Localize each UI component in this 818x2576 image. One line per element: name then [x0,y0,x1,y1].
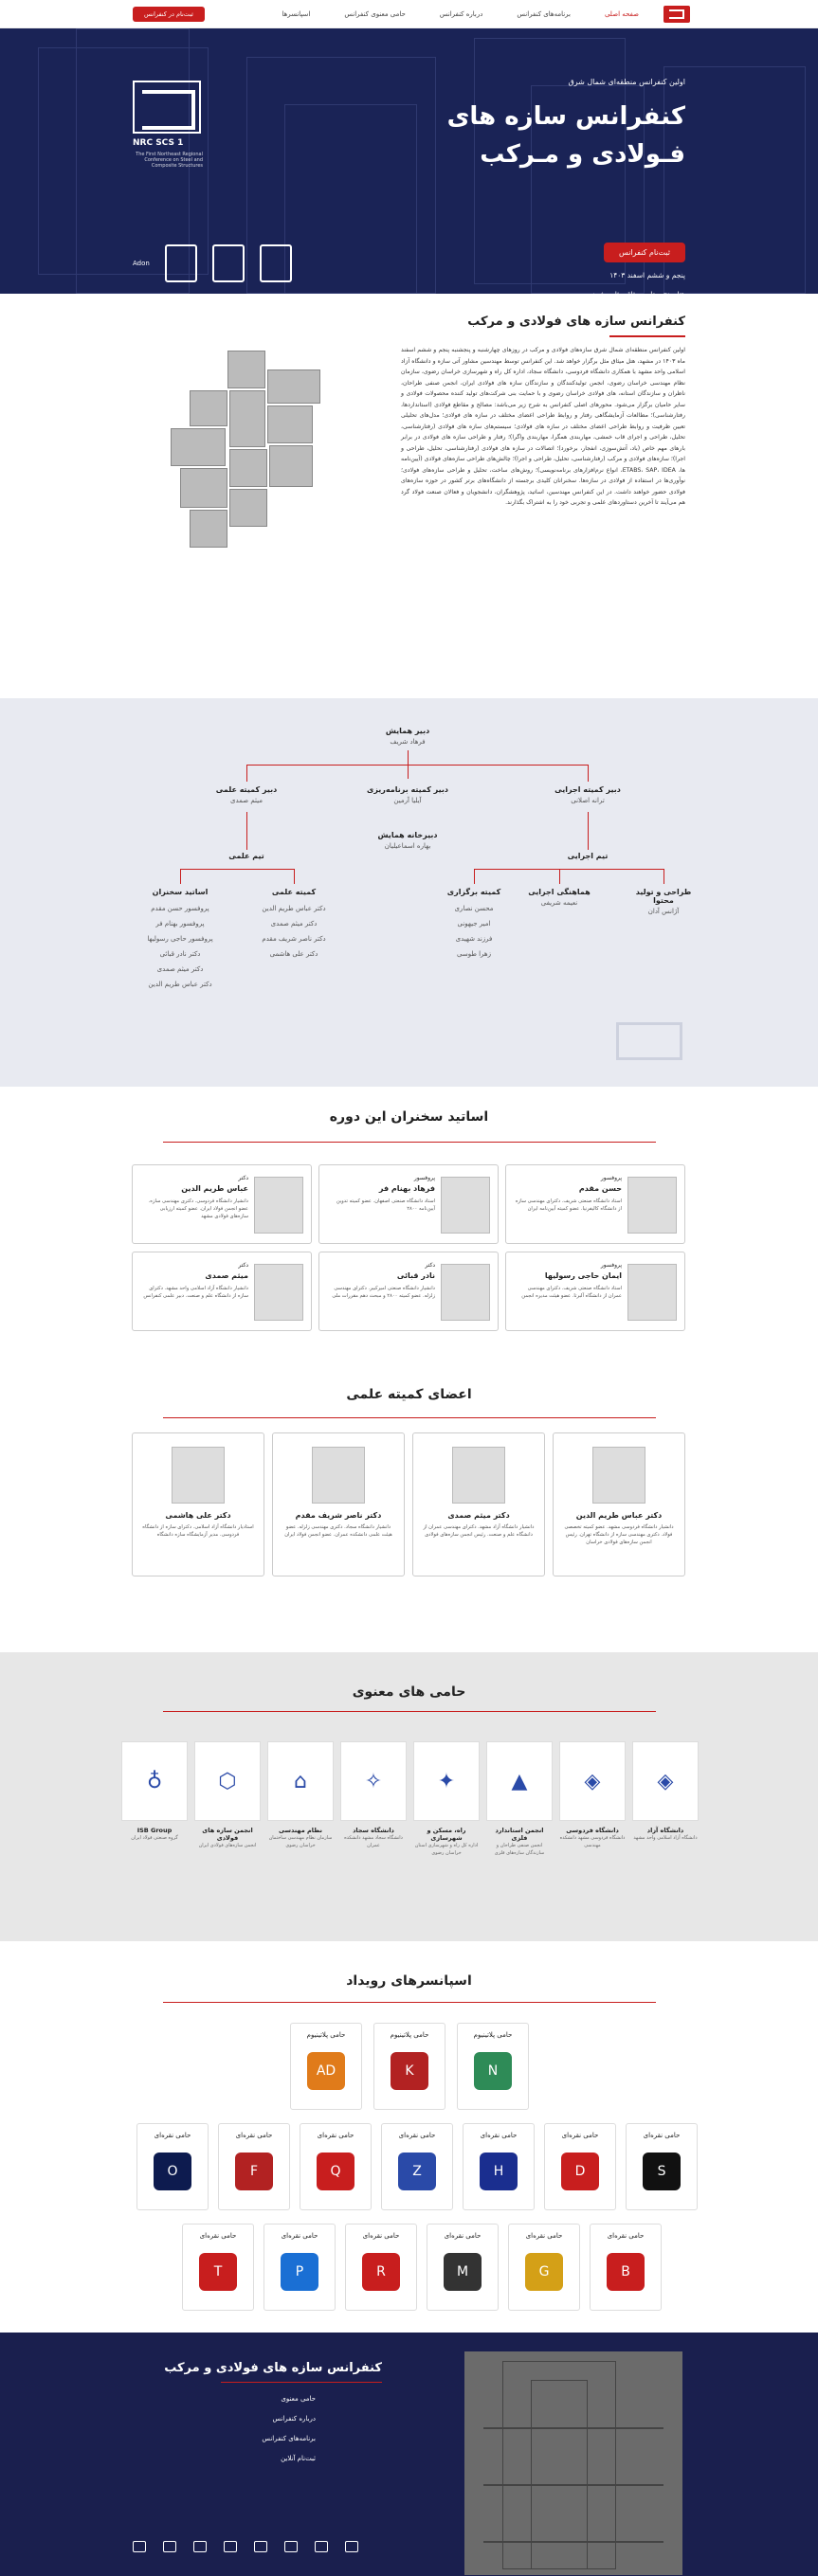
patron-name: نظام مهندسی [279,1827,322,1834]
org-secretariat-name: بهاره اسماعیلیان [384,842,431,850]
speaker-bio: دانشیار دانشگاه فردوسی. دکتری مهندسی سازه. عضو انجمن فولاد ایران. عضو کمیته ارزیابی سازه‌های فولادی مشهد [148,1198,248,1219]
org-chair [360,727,455,746]
list-item: فرزند شهیدی [455,935,493,943]
org-connector [246,812,247,850]
sponsor-logo-icon: T [199,2253,237,2291]
list-item: دکتر نادر قبائی [159,950,201,958]
sponsor-card-silver[interactable] [300,2123,372,2210]
patron-name: انجمن استاندارد فلزی [495,1827,544,1842]
org-connector [180,869,294,870]
patron-name: راه، مسکن و شهرسازی [427,1827,466,1842]
org-coord [521,888,597,907]
partner-mini-logo-icon [284,2541,298,2552]
sponsor-logo-icon: R [362,2253,400,2291]
committee-card[interactable] [412,1432,545,1576]
nav-item-patrons[interactable]: حامی معنوی کنفرانس [344,9,406,18]
org-connector [559,869,560,884]
partner-logo-b [260,244,292,282]
sponsor-level: حامی نقره‌ای [643,2132,681,2139]
org-design [626,888,701,915]
sponsor-level: حامی پلاتینیوم [306,2031,346,2039]
committee-photo [172,1447,225,1504]
committee-bio: دانشیار دانشگاه سجاد. دکتری مهندسی زلزله. عضو هیئت علمی دانشکده عمران. عضو انجمن فولاد ایران [284,1524,392,1538]
speaker-photo [441,1177,490,1234]
org-secretariat [360,831,455,850]
engineering-org-logo-icon: ⌂ [267,1741,334,1821]
speaker-photo [627,1177,677,1234]
sponsor-card-platinum[interactable] [457,2023,529,2110]
list-item: دکتر میثم صمدی [156,965,204,973]
speaker-name: عباس طریم الدین [181,1184,248,1193]
sponsor-level: حامی نقره‌ای [362,2232,400,2240]
footer-partner-icons [133,2541,358,2552]
sponsor-card-silver[interactable] [427,2224,499,2311]
nav-item-about[interactable]: درباره کنفرانس [439,9,483,18]
sponsor-logo-icon: S [643,2153,681,2190]
committee-photo [312,1447,365,1504]
org-chart-section [0,698,818,1087]
partner-logo-adon: Adon [133,260,150,267]
list-item: پروفسور حاجی رسولیها [147,935,213,943]
watermark-logo [616,1022,682,1060]
partner-logo-pis [165,244,197,282]
committee-name: دکتر میثم صمدی [447,1511,510,1520]
patron-name: دانشگاه سجاد [353,1827,394,1834]
speaker-name: فرهاد بهنام فر [378,1184,435,1193]
org-coord-name: نعیمه شریفی [540,899,578,907]
org-scicom [256,888,332,896]
committee-photo [592,1447,645,1504]
committee-bio: استادیار دانشگاه آزاد اسلامی. دکترای سازه از دانشگاه فردوسی. مدیر آزمایشگاه سازه دانشگاه [142,1524,254,1538]
org-scientific-title: دبیر کمیته علمی [215,785,278,794]
partner-mini-logo-icon [163,2541,176,2552]
sponsor-card-platinum[interactable] [373,2023,445,2110]
speaker-bio: استاد دانشگاه صنعتی شریف. دکترای مهندسی عمران از دانشگاه آلبرتا. عضو هیئت مدیره انجمن [521,1286,622,1299]
org-exec-team [540,852,635,860]
speaker-rank: پروفسور [413,1175,435,1181]
sponsor-logo-icon: F [235,2153,273,2190]
org-connector [246,765,588,766]
committee-title-underline [163,1417,656,1418]
association-logo-icon: ⬡ [194,1741,261,1821]
sponsor-card-silver[interactable] [544,2123,616,2210]
footer-link-programs[interactable]: برنامه‌های کنفرانس [262,2435,316,2442]
nav-item-programs[interactable]: برنامه‌های کنفرانس [517,9,571,18]
committee-title: اعضای کمیته علمی [346,1387,472,1402]
footer-building-image [464,2351,682,2575]
patron-item[interactable] [267,1741,334,1849]
list-item: زهرا طوسی [457,950,491,958]
speaker-bio: دانشیار دانشگاه آزاد اسلامی واحد مشهد. دکترای سازه از دانشگاه علم و صنعت. دبیر علمی کنفرانس [143,1286,248,1299]
org-program-name: آیلیا آرمین [393,797,422,804]
list-item: دکتر عباس طریم الدین [148,981,212,988]
committee-name: دکتر ناصر شریف مقدم [295,1511,382,1520]
about-section [0,294,818,698]
speaker-bio: دانشیار دانشگاه صنعتی امیرکبیر. دکترای مهندسی زلزله. عضو کمیته ۲۸۰۰ و مبحث دهم مقررات ملی [332,1286,435,1299]
sponsor-card-silver[interactable] [508,2224,580,2311]
patrons-section [0,1652,818,1941]
sponsor-level: حامی نقره‌ای [235,2132,273,2139]
sponsors-title-underline [163,2002,656,2003]
partner-mini-logo-icon [133,2541,146,2552]
committee-card[interactable] [553,1432,685,1576]
org-secretariat-title: دبیرخانه همایش [377,831,438,839]
patron-desc: دانشگاه سجاد مشهد دانشکده عمران [344,1835,403,1848]
org-program-title: دبیر کمیته برنامه‌ریزی [366,785,449,794]
about-title: کنفرانس سازه های فولادی و مرکب [467,315,685,329]
hero-title: کنفرانس سازه‌ های [446,102,685,131]
site-logo[interactable] [663,6,690,23]
patron-item[interactable] [340,1741,407,1849]
footer-title-underline [221,2382,382,2383]
list-item: پروفسور بهنام فر [155,920,205,928]
patron-desc: سازمان نظام مهندسی ساختمان خراسان رضوی [268,1835,333,1848]
about-title-underline [609,335,685,337]
hero-partner-logos [133,244,292,282]
sponsor-logo-icon: N [474,2052,512,2090]
committee-section [0,1378,818,1652]
org-connector [588,812,589,850]
partner-mini-logo-icon [254,2541,267,2552]
org-coord-title: هماهنگی اجرایی [528,888,591,896]
patron-desc: دانشگاه فردوسی مشهد دانشکده مهندسی [559,1835,626,1848]
partner-mini-logo-icon [315,2541,328,2552]
patron-desc: انجمن صنفی طراحان و سازندگان سازه‌های فلزی [494,1843,545,1856]
org-connector [180,869,181,884]
footer-title: کنفرانس سازه های فولادی و مرکب [164,2361,382,2375]
patrons-title: حامی های معنوی [352,1684,466,1700]
org-connector [588,765,589,782]
list-item: دکتر عباس طریم الدین [262,905,326,912]
list-item: پروفسور حسن مقدم [151,905,209,912]
speaker-rank: پروفسور [600,1175,622,1181]
sponsor-logo-icon: P [281,2253,318,2291]
org-events-list [436,901,512,962]
partner-mini-logo-icon [224,2541,237,2552]
speaker-rank: پروفسور [600,1262,622,1269]
sponsor-logo-icon: H [480,2153,518,2190]
patron-item[interactable] [559,1741,626,1849]
sponsors-section [0,1941,818,2333]
about-photo-collage [171,351,322,559]
org-events [436,888,512,896]
sponsor-card-silver[interactable] [136,2123,209,2210]
org-design-name: آژانس آدان [647,908,680,915]
speaker-rank: دکتر [238,1175,248,1181]
patron-name: دانشگاه آزاد [646,1827,684,1834]
footer-link-about[interactable]: درباره کنفرانس [272,2415,316,2423]
sponsor-card-silver[interactable] [626,2123,698,2210]
org-exec-team-title: تیم اجرایی [567,852,609,860]
sponsor-level: حامی پلاتینیوم [473,2031,513,2039]
sponsor-card-silver[interactable] [218,2123,290,2210]
university-logo-icon: ◈ [559,1741,626,1821]
org-events-title: کمیته برگزاری [446,888,501,896]
hero-subtitle: اولین کنفرانس منطقه‌ای شمال شرق [568,78,685,86]
sponsor-card-silver[interactable] [264,2224,336,2311]
speakers-title-underline [163,1142,656,1143]
org-sci-team [199,852,294,860]
org-chair-title: دبیر همایش [385,727,430,735]
sponsor-logo-icon: O [154,2153,191,2190]
committee-bio: دانشیار دانشگاه فردوسی مشهد. عضو کمیته تخصصی فولاد. دکتری مهندسی سازه از دانشگاه تهران. رئیس انجمن سازه‌های فولادی خراسان [564,1524,674,1545]
org-connector [294,869,295,884]
speaker-photo [254,1177,303,1234]
footer-links [262,2389,316,2469]
org-scientific-name: میثم صمدی [229,797,263,804]
university-logo-icon: ◈ [632,1741,699,1821]
sponsor-level: حامی پلاتینیوم [390,2031,429,2039]
patron-desc: دانشگاه آزاد اسلامی واحد مشهد [633,1835,698,1841]
register-button[interactable]: ثبت‌نام در کنفرانس [133,7,205,22]
sponsor-level: حامی نقره‌ای [607,2232,645,2240]
about-text: اولین کنفرانس منطقه‌ای شمال شرق سازه‌های فولادی و مرکب در روزهای چهارشنبه و پنجشنبه پنجم و ششم اسفند ماه ۱۴۰۳ در مشهد، هتل میثاق مثل برگزار خواهد شد. این کنفرانس توسط مهندسین مشاور آتی سازه و دانشگاه آزاد اسلامی واحد مشهد با همکاری دانشگاه فردوسی، دانشگاه سجاد، اداره کل راه و شهرسازی خراسان رضوی، سازمان نظام مهندسی خراسان رضوی، انجمن تولیدکنندگان و سازندگان سازه های فولادی ایران، انجمن صنفی طراحان، ناظران و سازندگان استانه، های فولادی خراسان رضوی و با حمایت بنی شرکت‌های تولید کننده محصولات فولادی و سایر حامیان برگزار می‌شود. محورهای اصلی کنفرانس به شرح زیر می‌باشد: مصالح و مقاطع فولادی (استانداردها، رفتارشناسی)؛ مطالعات آزمایشگاهی رفتار و روابط طراحی اعضای مختلف در سازه های فولادی؛ مدل‌های تحلیلی تعیین ظرفیت و روابط طراحی اعضای مختلف در سازه های فولادی؛ سیستم‌های سازه های فولادی (رفتارشناسی، تحلیل، طراحی و اجرای قاب خمشی، مهاربندی همگرا، مهاربندی واگرا)؛ رفتار و طراحی سازه های فولادی در برابر بارهای مهم خاص (باد، آتش‌سوزی، انفجار، برخورد)؛ اتصالات در سازه های فولادی (رفتارشناسی، تحلیل، طراحی و اجرا)؛ سازه‌های فولادی و مرکب (رفتارشناسی، تحلیل، طراحی و اجرا)؛ چالش‌های طراحی سازه‌های فولادی (آیین‌نامه ها، ETABS، SAP، IDEA، انواع نرم‌افزارهای برنامه‌نویسی)؛ روش‌های ساخت، تحلیل و طراحی سازه‌های فولادی؛ نوآوری‌ها در استفاده از فولادی در سازه‌ها. سخنرانان کلیدی برجسته از دانشگاه‌های برتر کشور در حوزه سازه‌های فولادی حضور خواهند داشت. در این کنفرانس مهندسین، اساتید، پژوهشگران، دانشجویان و فعالان صنعت فولاد گرد هم می‌آیند تا آخرین دستاوردهای علمی و تجربی خود را به اشتراک بگذارند. [401,347,685,506]
org-connector [246,765,247,782]
hero-background-structure [0,28,818,294]
sponsor-level: حامی نقره‌ای [199,2232,237,2240]
org-scicom-list [242,901,346,962]
speaker-card[interactable] [132,1252,312,1331]
speaker-card[interactable] [505,1252,685,1331]
sponsor-level: حامی نقره‌ای [480,2132,518,2139]
patron-desc: گروه صنعتی فولاد ایران [131,1835,178,1841]
speaker-bio: استاد دانشگاه صنعتی شریف. دکترای مهندسی سازه از دانشگاه کالیفرنیا. عضو کمیته آیین‌نامه ایران [515,1198,622,1212]
sponsor-level: حامی نقره‌ای [398,2132,436,2139]
committee-name: دکتر عباس طریم الدین [575,1511,663,1520]
list-item: دکتر میثم صمدی [270,920,318,928]
sponsor-logo-icon: Q [317,2153,354,2190]
patron-desc: اداره کل راه و شهرسازی استان خراسان رضوی [414,1843,479,1856]
sponsor-level: حامی نقره‌ای [281,2232,318,2240]
ministry-logo-icon: ✦ [413,1741,480,1821]
footer-section [0,2333,818,2576]
sponsor-level: حامی نقره‌ای [317,2132,354,2139]
org-scicom-title: کمیته علمی [271,888,317,896]
sponsors-title: اسپانسرهای رویداد [346,1973,472,1989]
scs-logo-note: The First Northeast Regional Conference on Steel and Composite Structures [136,152,203,169]
org-chair-name: فرهاد شریف [390,738,426,746]
org-scientific [190,785,303,804]
hero-title-second-line: فـولادی و مـرکب [480,140,685,169]
committee-card[interactable] [272,1432,405,1576]
committee-bio: دانشیار دانشگاه آزاد مشهد. دکترای مهندسی عمران از دانشگاه علم و صنعت. رئیس انجمن سازه‌های فولادی [423,1524,535,1538]
nav-item-sponsors[interactable]: اسپانسرها [282,9,311,18]
org-speakers [142,888,218,896]
sponsor-card-platinum[interactable] [290,2023,362,2110]
patron-item[interactable] [121,1741,188,1842]
speaker-card[interactable] [318,1252,499,1331]
speaker-name: حسن مقدم [578,1184,622,1193]
patron-desc: انجمن سازه‌های فولادی ایران [198,1843,257,1848]
footer-link-patrons[interactable]: حامی معنوی [281,2395,316,2403]
org-program [351,785,464,804]
sponsor-level: حامی نقره‌ای [525,2232,563,2240]
committee-photo [452,1447,505,1504]
speakers-title: اساتید سخنران این دوره [329,1109,489,1125]
speaker-photo [254,1264,303,1321]
org-exec [531,785,645,804]
speaker-rank: دکتر [425,1262,435,1269]
speaker-name: نادر قبائی [396,1271,435,1280]
hero-venue: هتل پنج ستاره میثاق مثل مشهد [591,290,685,298]
sponsor-card-silver[interactable] [345,2224,417,2311]
sponsor-level: حامی نقره‌ای [561,2132,599,2139]
speaker-name: ایمان حاجی رسولیها [544,1271,622,1280]
org-connector [474,869,475,884]
speaker-rank: دکتر [238,1262,248,1269]
speaker-photo [627,1264,677,1321]
org-exec-name: ترانه اصلانی [571,797,605,804]
partner-logo-university [212,244,245,282]
patron-item[interactable] [194,1741,261,1849]
org-speakers-list [133,901,227,992]
partner-mini-logo-icon [345,2541,358,2552]
sponsor-card-silver[interactable] [381,2123,453,2210]
university-logo-icon: ✧ [340,1741,407,1821]
nav-item-home[interactable]: صفحه اصلی [604,9,639,18]
org-speakers-title: اساتید سخنران [152,888,209,896]
hero-section [0,28,818,298]
scs-logo [133,81,201,134]
sponsor-logo-icon: AD [307,2052,345,2090]
speaker-bio: استاد دانشگاه صنعتی اصفهان. عضو کمیته تدوین آیین‌نامه ۲۸۰۰ [336,1198,435,1212]
speaker-card[interactable] [318,1164,499,1244]
speaker-photo [441,1264,490,1321]
patrons-title-underline [163,1711,656,1712]
committee-name: دکتر علی هاشمی [165,1511,231,1520]
org-design-title: طراحی و تولید محتوا [635,888,692,905]
hero-register-button[interactable]: ثبت‌نام کنفرانس [604,243,685,262]
list-item: دکتر علی هاشمی [269,950,318,958]
patron-name: دانشگاه فردوسی [566,1827,619,1834]
list-item: امیر جیهونی [457,920,491,928]
speakers-section [0,1087,818,1378]
committee-card[interactable] [132,1432,264,1576]
patron-name: ISB Group [136,1827,173,1834]
speaker-card[interactable] [132,1164,312,1244]
speaker-card[interactable] [505,1164,685,1244]
org-connector [474,869,663,870]
sponsor-card-silver[interactable] [590,2224,662,2311]
nav-menu [205,10,663,18]
sponsor-card-silver[interactable] [182,2224,254,2311]
patron-name: انجمن سازه های فولادی [202,1827,253,1842]
patron-item[interactable] [413,1741,480,1857]
sponsor-level: حامی نقره‌ای [154,2132,191,2139]
sponsor-logo-icon: B [607,2253,645,2291]
speaker-name: میثم صمدی [205,1271,248,1280]
org-sci-team-title: تیم علمی [228,852,264,860]
sponsor-logo-icon: M [444,2253,482,2291]
patron-item[interactable] [632,1741,699,1842]
list-item: دکتر ناصر شریف مقدم [262,935,326,943]
association-logo-icon: ▲ [486,1741,553,1821]
org-connector [663,869,664,884]
sponsor-card-silver[interactable] [463,2123,535,2210]
sponsor-level: حامی نقره‌ای [444,2232,482,2240]
partner-mini-logo-icon [193,2541,207,2552]
isb-group-logo-icon: ♁ [121,1741,188,1821]
patron-item[interactable] [486,1741,553,1857]
list-item: محسن نصاری [454,905,494,912]
sponsor-logo-icon: D [561,2153,599,2190]
org-exec-title: دبیر کمیته اجرایی [554,785,621,794]
sponsor-logo-icon: G [525,2253,563,2291]
top-navbar [0,0,818,28]
hero-date: پنجم و ششم اسفند ۱۴۰۳ [609,271,685,279]
footer-link-register[interactable]: ثبت‌نام آنلاین [281,2455,316,2462]
sponsor-logo-icon: K [391,2052,428,2090]
sponsor-logo-icon: Z [398,2153,436,2190]
scs-logo-label: 1 NRC SCS [133,138,184,148]
